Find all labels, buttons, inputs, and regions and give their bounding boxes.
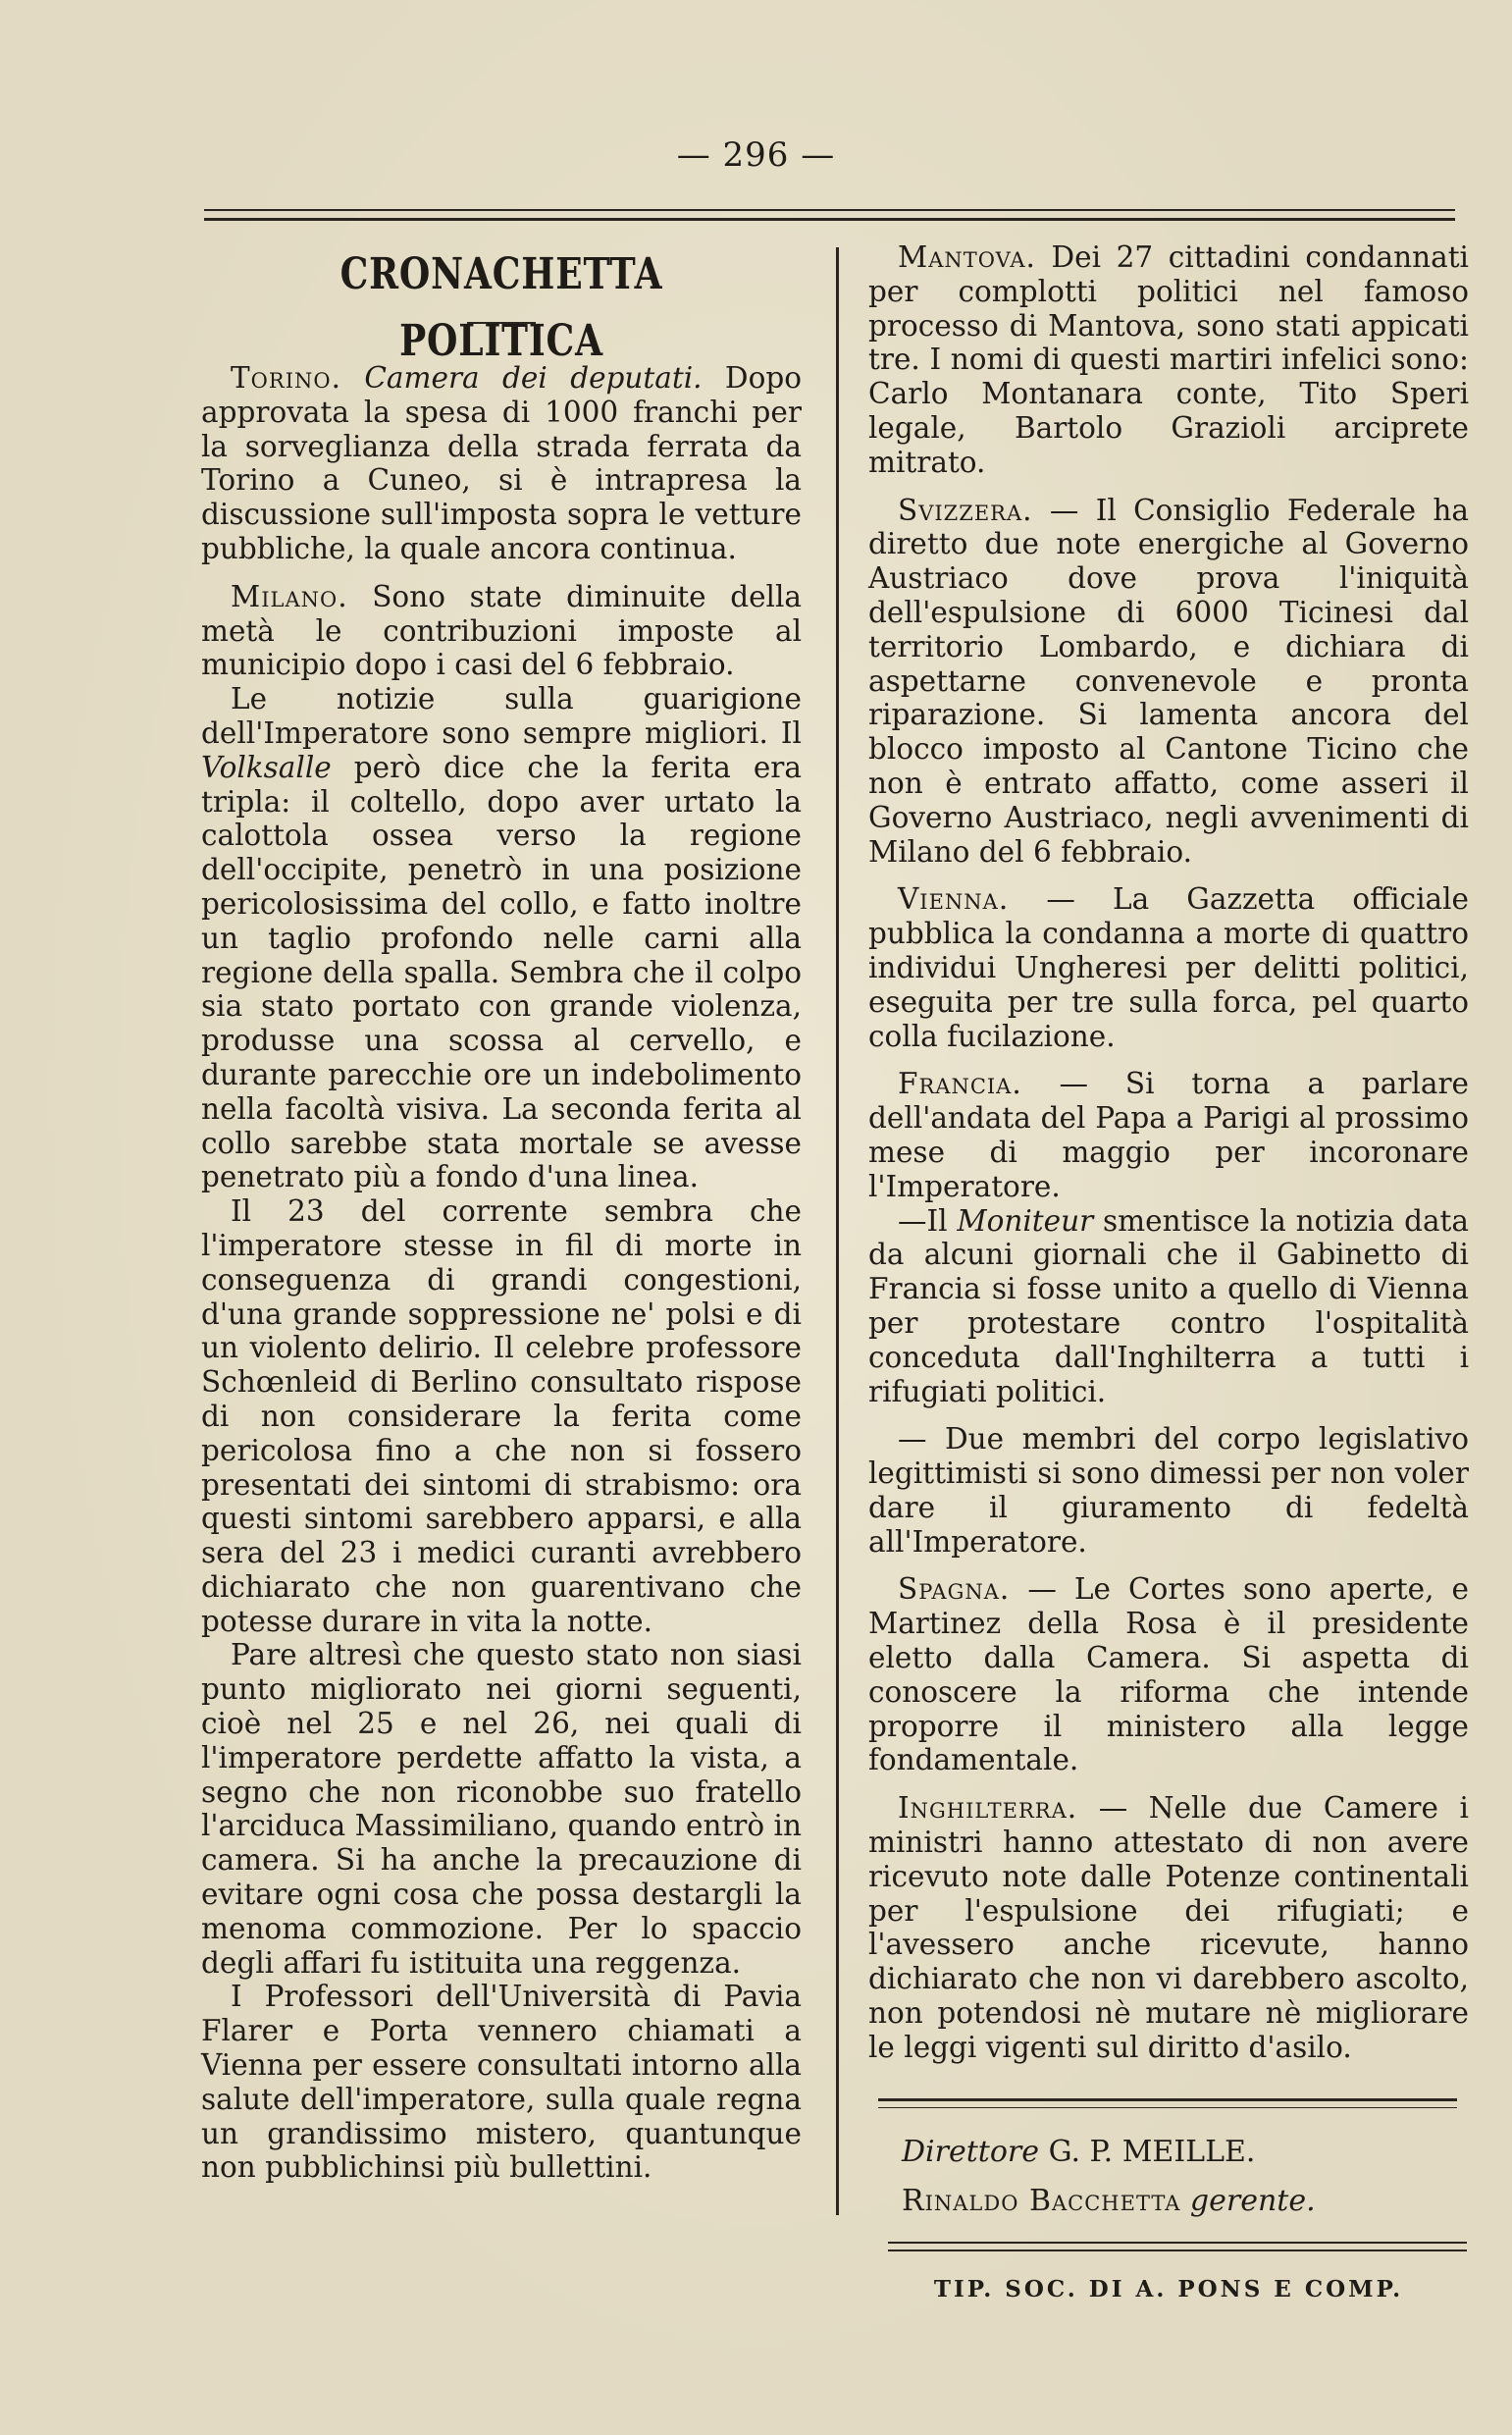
article-inghilterra: Inghilterra. — Nelle due Camere i ministri hanno attestato di non avere ricevuto note dalle Potenze continentali per l'espulsione dei rifugiati; e l'avessero anche ricevute, hanno dichiarato che non vi darebbero ascolto, non potendosi nè mutare nè migliorare le leggi vigenti sul diritto d'asilo.	[868, 1791, 1469, 2064]
signature-block	[868, 2128, 1469, 2226]
director-line: Direttore G. P. MEILLE.	[902, 2134, 1256, 2169]
article-svizzera: Svizzera. — Il Consiglio Federale ha diretto due note energiche al Governo Austriaco dove prova l'iniquità dell'espulsione di 6000 Ticinesi dal territorio Lombardo, e dichiara di aspettarne convenevole e pronta riparazione. Si lamenta ancora del blocco imposto al Cantone Ticino che non è entrato affatto, come asseri il Governo Austriaco, negli avvenimenti di Milano del 6 febbraio.	[868, 493, 1469, 869]
article-vienna: Vienna. — La Gazzetta officiale pubblica la condanna a morte di quattro individui Ungheresi per delitti politici, eseguita per tre sulla forca, pel quarto colla fucilazione.	[868, 882, 1469, 1053]
article-milano-3: Il 23 del corrente sembra che l'imperatore stesse in fil di morte in conseguenza di grandi congestioni, d'una grande soppressione ne' polsi e di un violento delirio. Il celebre professore Schœnleid di Berlino consultato rispose di non considerare la ferita come pericolosa fino a che non si fossero presentati dei sintomi di strabismo: ora questi sintomi sarebbero apparsi, e alla sera del 23 i medici curanti avrebbero dichiarato che non guarentivano che potesse durare in vita la notte.	[201, 1194, 802, 1638]
article-milano-4: Pare altresì che questo stato non siasi punto migliorato nei giorni seguenti, cioè nel 25 e nel 26, nei quali di l'imperatore perdette affatto la vista, a segno che non riconobbe suo fratello l'arciduca Massimiliano, quando entrò in camera. Si ha anche la precauzione di evitare ogni cosa che possa destargli la menoma commozione. Per lo spaccio degli affari fu istituita una reggenza.	[201, 1638, 802, 1980]
left-column	[201, 236, 802, 2185]
manager-line: Rinaldo Bacchetta gerente.	[902, 2183, 1316, 2218]
article-spagna: Spagna. — Le Cortes sono aperte, e Martinez della Rosa è il presidente eletto dalla Camera. Si aspetta di conoscere la riforma che intende proporre il ministero alla legge fondamentale.	[868, 1572, 1469, 1777]
signature-bottom-rule	[888, 2242, 1467, 2251]
article-mantova: Mantova. Dei 27 cittadini condannati per complotti politici nel famoso processo di Mantova, sono stati appicati tre. I nomi di questi martiri infelici sono: Carlo Montanara conte, Tito Speri legale, Bartolo Grazioli arciprete mitrato.	[868, 240, 1469, 479]
page-number: — 296 —	[676, 135, 836, 175]
article-milano: Milano. Sono state diminuite della metà le contribuzioni imposte al municipio dopo i casi del 6 febbraio.	[201, 579, 802, 682]
article-milano-2: Le notizie sulla guarigione dell'Imperatore sono sempre migliori. Il Volksalle però dice che la ferita era tripla: il coltello, dopo aver urtato la calottola ossea verso la regione dell'occipite, penetrò in una posizione pericolosissima del collo, e fatto inoltre un taglio profondo nelle carni alla regione della spalla. Sembra che il colpo sia stato portato con grande violenza, produsse una scossa al cervello, e durante parecchie ore un indebolimento nella facoltà visiva. La seconda ferita al collo sarebbe stata mortale se avesse penetrato più a fondo d'una linea.	[201, 682, 802, 1194]
right-column	[868, 240, 1469, 2306]
column-divider	[836, 247, 839, 2215]
top-double-rule	[204, 209, 1455, 221]
article-torino: Torino. Camera dei deputati. Dopo approvata la spesa di 1000 franchi per la sorveglianza della strada ferrata da Torino a Cuneo, si è intrapresa la discussione sull'imposta sopra le vetture pubbliche, la quale ancora continua.	[201, 361, 802, 565]
signature-top-rule	[878, 2098, 1457, 2108]
article-francia: Francia. — Si torna a parlare dell'andata del Papa a Parigi al prossimo mese di maggio per incoronare l'Imperatore.	[868, 1067, 1469, 1203]
section-title: CRONACHETTA POLITICA	[339, 249, 663, 366]
printer-imprint: TIP. SOC. DI A. PONS E COMP.	[933, 2275, 1404, 2303]
article-francia-legislativo: — Due membri del corpo legislativo legittimisti si sono dimessi per non voler dare il giuramento di fedeltà all'Imperatore.	[868, 1422, 1469, 1559]
article-francia-moniteur: —Il Moniteur smentisce la notizia data da alcuni giornali che il Gabinetto di Francia si fosse unito a quello di Vienna per protestare contro l'ospitalità conceduta dall'Inghilterra a tutti i rifugiati politici.	[868, 1203, 1469, 1408]
article-milano-5: I Professori dell'Università di Pavia Flarer e Porta vennero chiamati a Vienna per essere consultati intorno alla salute dell'imperatore, sulla quale regna un grandissimo mistero, quantunque non pubblichinsi più bullettini.	[201, 1980, 802, 2185]
